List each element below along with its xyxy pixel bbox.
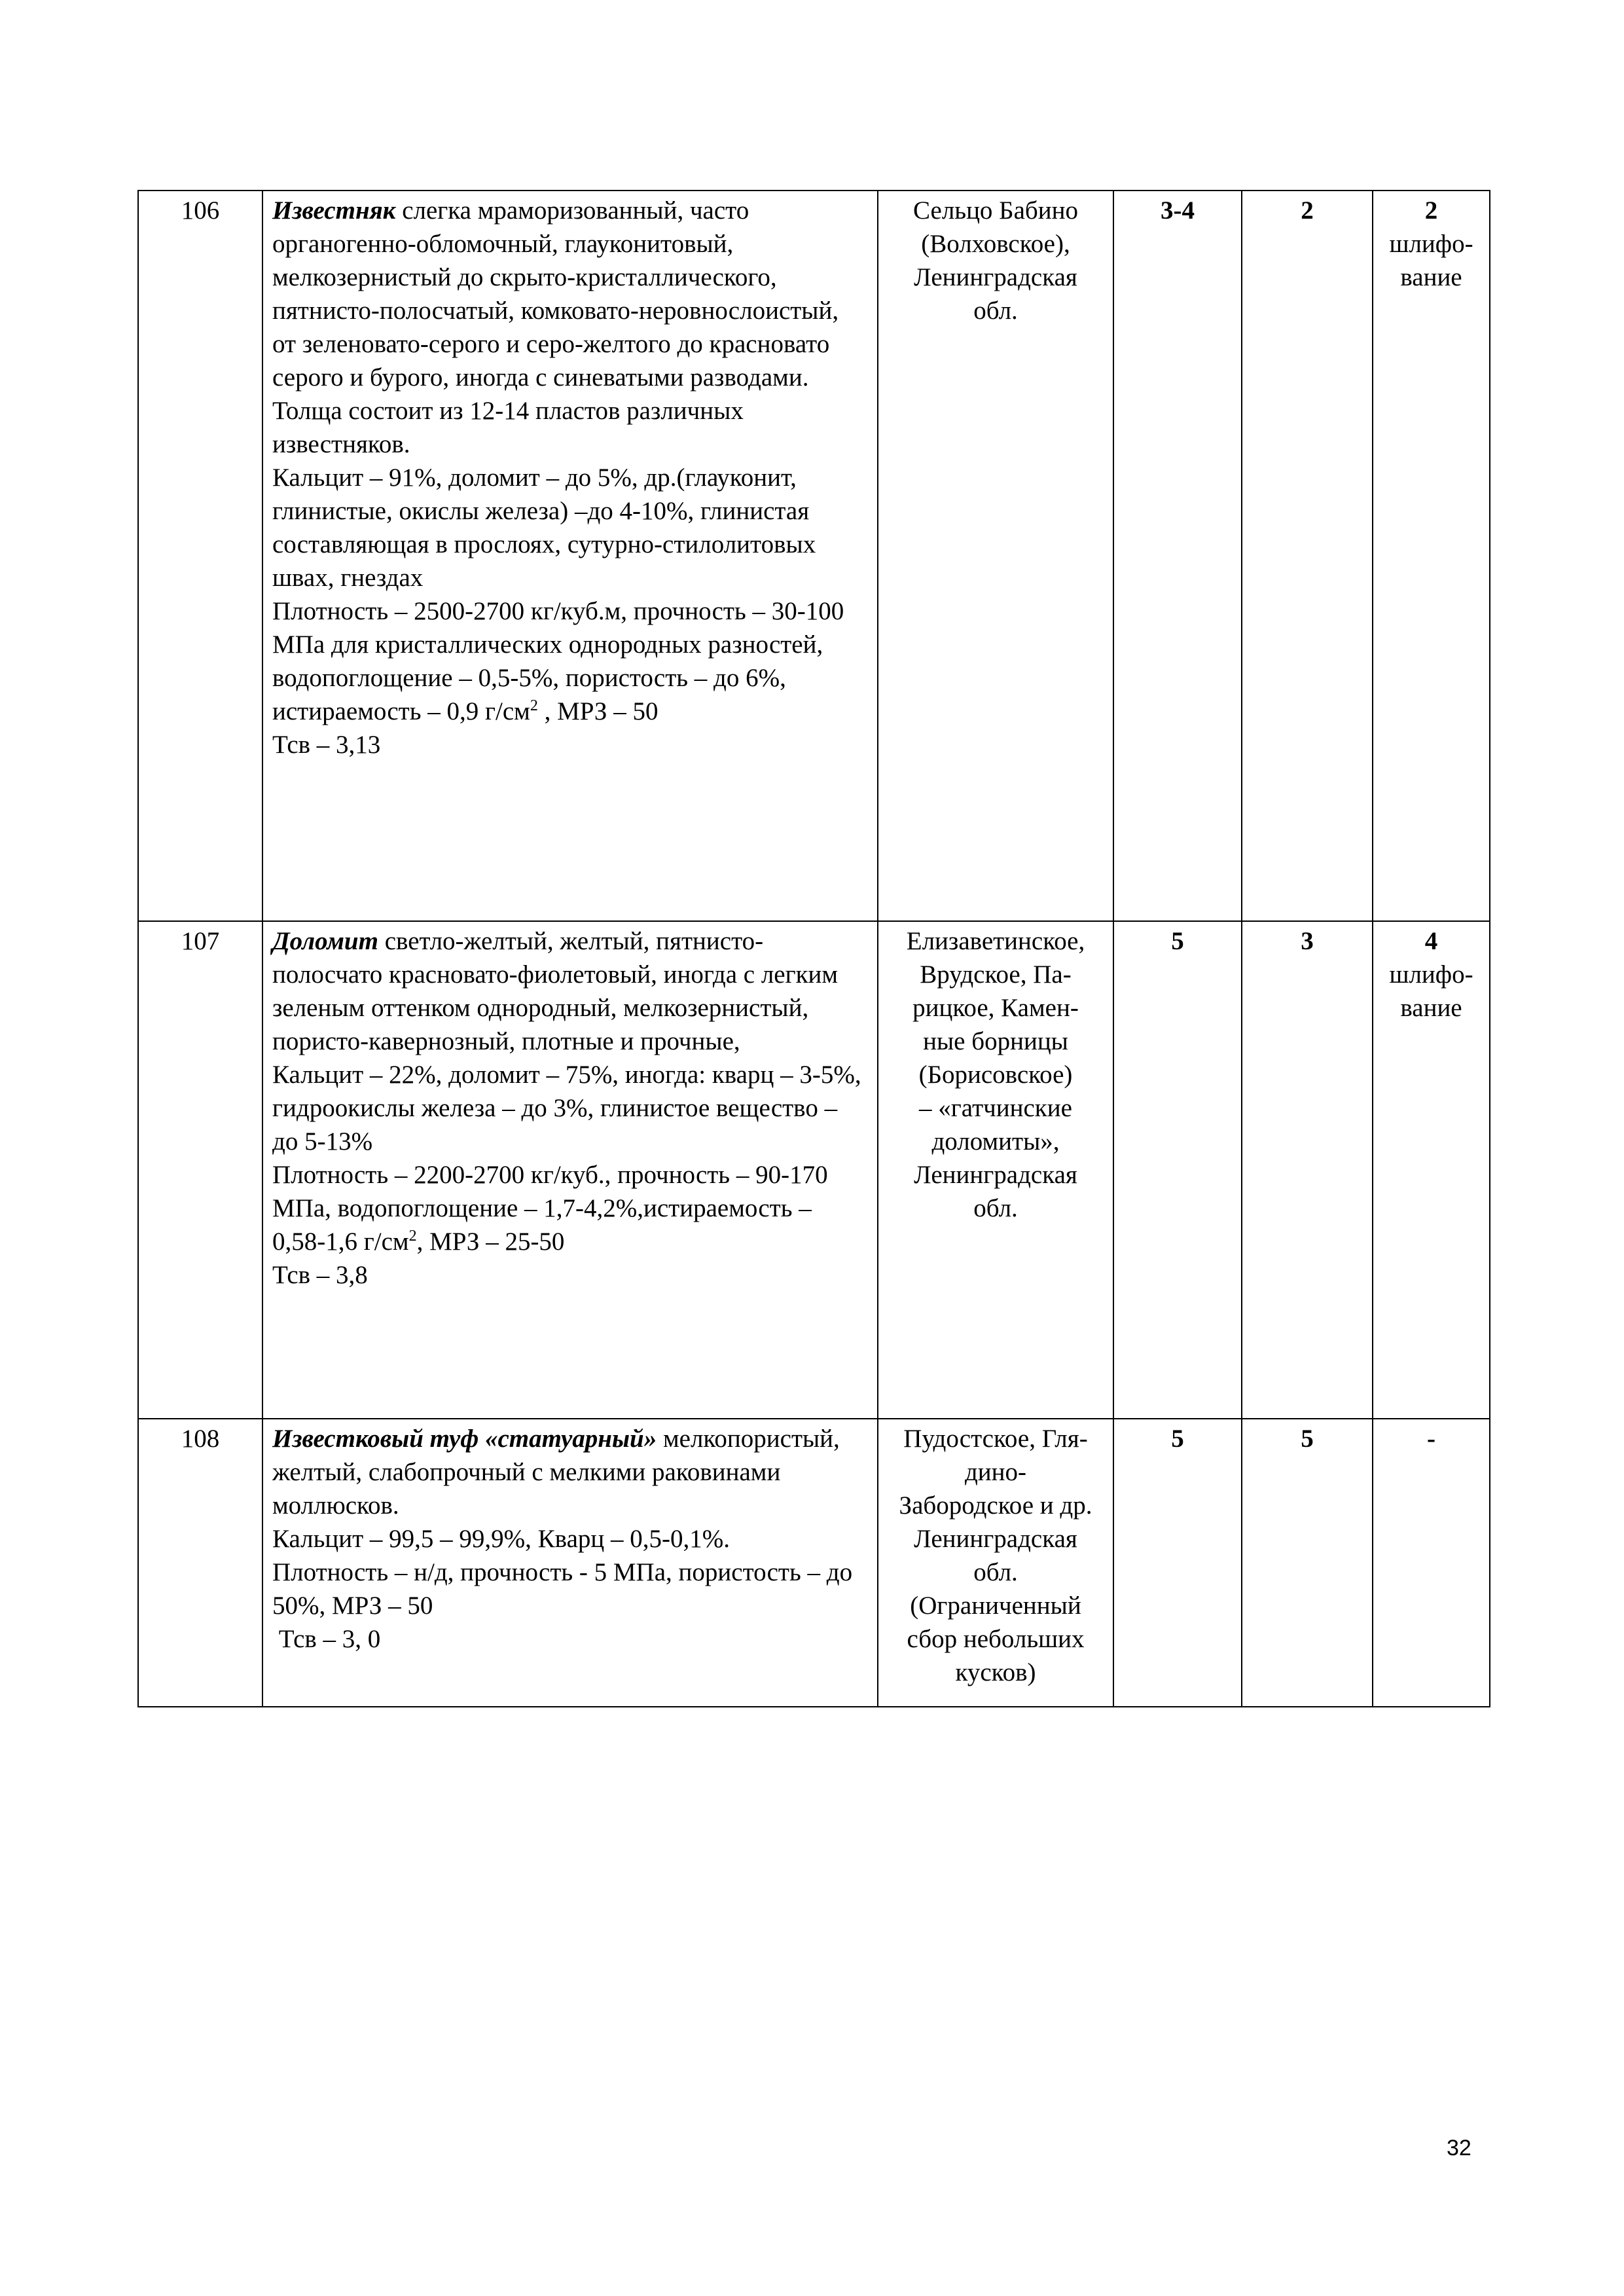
grade-column-1: 3-4 — [1113, 191, 1242, 921]
location-line: обл. — [973, 1558, 1018, 1586]
stone-description — [262, 1419, 878, 1707]
location-line: – «гатчинские — [919, 1094, 1072, 1122]
grade-column-2: 2 — [1242, 191, 1373, 921]
properties-main: Плотность – 2500-2700 кг/куб.м, прочность – 30-100 МПа для кристаллических однородных разностей, водопоглощение – 0,5-5%, пористость – до 6%, истираемость – 0,9 г/см — [272, 597, 844, 725]
properties-tail: , МРЗ – 25-50 — [416, 1228, 565, 1256]
location-line: кусков) — [955, 1658, 1036, 1686]
composition-text: Кальцит – 22%, доломит – 75%, иногда: кварц – 3-5%, гидроокислы железа – до 3%, глинистое вещество – до 5-13% — [272, 1061, 861, 1156]
tsv-value: Тсв – 3,13 — [272, 731, 381, 759]
unit-superscript: 2 — [408, 1228, 417, 1245]
location-line: (Борисовское) — [918, 1061, 1073, 1089]
stone-intro-text: мелкопористый, желтый, слабопрочный с мелкими раковинами моллюсков. — [272, 1425, 840, 1520]
tsv-value: Тсв – 3, 0 — [272, 1625, 381, 1653]
properties-main: Плотность – 2200-2700 кг/куб., прочность – 90-170 МПа, водопоглощение – 1,7-4,2%,истираемость – 0,58-1,6 г/см — [272, 1161, 828, 1256]
grade-column-2: 5 — [1242, 1419, 1373, 1707]
processing-cell — [1373, 921, 1490, 1419]
description-intro — [272, 1422, 868, 1522]
stone-name: Известковый туф «статуарный» — [272, 1425, 657, 1453]
composition-text: Кальцит – 99,5 – 99,9%, Кварц – 0,5-0,1%. — [272, 1525, 730, 1553]
processing-score: 4 — [1424, 927, 1438, 955]
deposit-location — [878, 921, 1113, 1419]
page-number: 32 — [1447, 2136, 1471, 2160]
location-line: Пудостское, Гля- — [903, 1425, 1088, 1453]
row-number: 106 — [138, 191, 262, 921]
properties-main: Плотность – н/д, прочность - 5 МПа, пористость – до 50%, МРЗ – 50 — [272, 1558, 853, 1620]
processing-method: шлифо- вание — [1389, 960, 1473, 1022]
properties-text — [272, 1556, 868, 1622]
grade-column-1: 5 — [1113, 1419, 1242, 1707]
processing-score: 2 — [1424, 196, 1438, 225]
location-line: (Волховское), — [921, 230, 1070, 258]
rock-catalog-table — [137, 190, 1490, 1707]
row-number: 107 — [138, 921, 262, 1419]
table-row — [138, 921, 1490, 1419]
stone-name: Известняк — [272, 196, 396, 225]
stone-description — [262, 191, 878, 921]
location-line: обл. — [973, 297, 1018, 325]
location-line: доломиты», — [931, 1127, 1060, 1156]
location-line: (Ограниченный — [910, 1592, 1081, 1620]
location-line: ные борницы — [923, 1027, 1068, 1055]
stone-intro-text: слегка мраморизованный, часто органогенно-обломочный, глауконитовый, мелкозернистый до скрыто-кристаллического, пятнисто-полосчатый, комковато-неровнослоистый, от зеленовато-серого и серо-желтого до красновато серого и бурого, иногда с синеватыми разводами. Толща состоит из 12-14 пластов различных известняков. — [272, 196, 839, 458]
processing-cell — [1373, 191, 1490, 921]
properties-tail: , МРЗ – 50 — [537, 697, 659, 725]
stone-description — [262, 921, 878, 1419]
properties-text — [272, 594, 868, 728]
location-line: Ленинградская — [914, 1525, 1077, 1553]
location-line: сбор небольших — [907, 1625, 1085, 1653]
processing-score: - — [1427, 1425, 1435, 1453]
location-line: дино- — [964, 1458, 1027, 1486]
location-line: Ленинградская — [914, 1161, 1077, 1189]
location-line: Елизаветинское, — [906, 927, 1085, 955]
table-row — [138, 1419, 1490, 1707]
location-line: Врудское, Па- — [920, 960, 1072, 989]
row-number: 108 — [138, 1419, 262, 1707]
description-intro — [272, 194, 868, 461]
stone-intro-text: светло-желтый, желтый, пятнисто-полосчато красновато-фиолетовый, иногда с легким зеленым оттенком однородный, мелкозернистый, пористо-кавернозный, плотные и прочные, — [272, 927, 839, 1055]
location-line: обл. — [973, 1194, 1018, 1222]
deposit-location — [878, 191, 1113, 921]
tsv-value: Тсв – 3,8 — [272, 1261, 368, 1289]
location-line: Забородское и др. — [899, 1491, 1092, 1520]
grade-column-2: 3 — [1242, 921, 1373, 1419]
location-line: Ленинградская — [914, 263, 1077, 291]
location-line: Сельцо Бабино — [913, 196, 1078, 225]
composition-text: Кальцит – 91%, доломит – до 5%, др.(глауконит, глинистые, окислы железа) –до 4-10%, глинистая составляющая в прослоях, сутурно-стилолитовых швах, гнездах — [272, 464, 816, 592]
location-line: рицкое, Камен- — [912, 994, 1079, 1022]
description-intro — [272, 924, 868, 1058]
processing-method: шлифо- вание — [1389, 230, 1473, 291]
deposit-location — [878, 1419, 1113, 1707]
unit-superscript: 2 — [530, 697, 538, 714]
stone-name: Доломит — [272, 927, 378, 955]
grade-column-1: 5 — [1113, 921, 1242, 1419]
properties-text — [272, 1158, 868, 1258]
table-row — [138, 191, 1490, 921]
processing-cell — [1373, 1419, 1490, 1707]
